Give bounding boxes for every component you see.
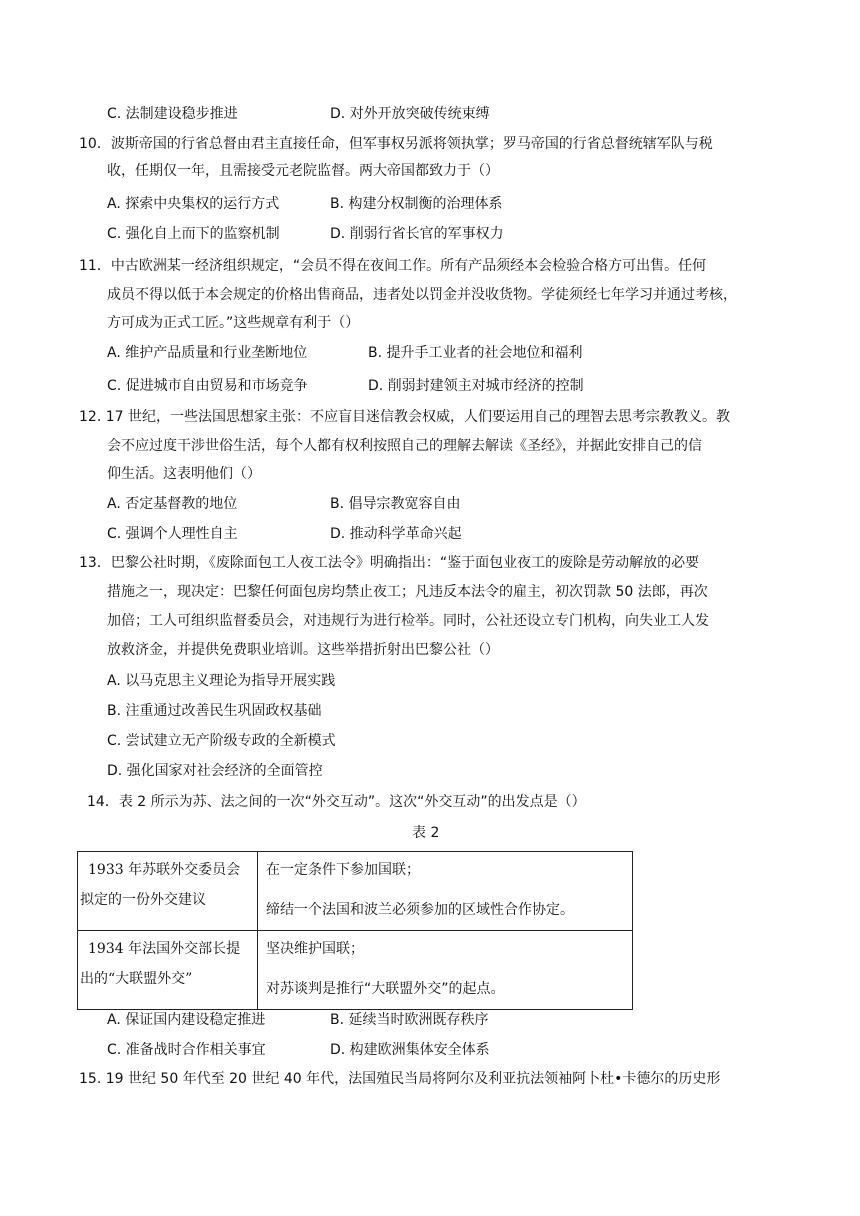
q11-stem-line1: 11．中古欧洲某一经济组织规定，“会员不得在夜间工作。所有产品须经本会检验合格方可出售。任何: [79, 258, 707, 274]
q11-option-b: B. 提升手工业者的社会地位和福利: [368, 345, 583, 361]
q9-option-d: D. 对外开放突破传统束缚: [330, 106, 490, 122]
table-row: [78, 852, 633, 931]
q13-option-a: A. 以马克思主义理论为指导开展实践: [107, 673, 336, 689]
q12-stem-line3: 仰生活。这表明他们（）: [107, 466, 261, 482]
q10-option-c: C. 强化自上而下的监察机制: [107, 226, 280, 242]
table-cell-line: 1934 年法国外交部长提: [88, 941, 241, 957]
table-cell-line: 对苏谈判是推行“大联盟外交”的起点。: [266, 981, 505, 997]
q12-option-a: A. 否定基督教的地位: [107, 496, 238, 512]
q13-option-c: C. 尝试建立无产阶级专政的全新模式: [107, 733, 336, 749]
table-caption: 表 2: [412, 825, 440, 841]
table-2: [77, 851, 633, 1010]
q12-option-d: D. 推动科学革命兴起: [330, 526, 462, 542]
q11-option-c: C. 促进城市自由贸易和市场竞争: [107, 378, 308, 394]
q14-option-b: B. 延续当时欧洲既存秩序: [330, 1012, 489, 1028]
q11-option-d: D. 削弱封建领主对城市经济的控制: [368, 378, 584, 394]
q14-option-c: C. 准备战时合作相关事宜: [107, 1042, 266, 1058]
q10-stem-line1: 10．波斯帝国的行省总督由君主直接任命，但军事权另派将领执掌；罗马帝国的行省总督统辖军队与税: [79, 136, 713, 152]
table-cell-right: [258, 852, 633, 931]
q10-stem-line2: 收，任期仅一年，且需接受元老院监督。两大帝国都致力于（）: [107, 163, 499, 179]
q12-stem-line1: 12. 17 世纪，一些法国思想家主张：不应盲目迷信教会权威，人们要运用自己的理智去思考宗教教义。教: [79, 409, 730, 425]
q13-stem-line2: 措施之一，现决定：巴黎任何面包房均禁止夜工；凡违反本法令的雇主，初次罚款 50 法郎，再次: [107, 584, 708, 600]
q10-option-b: B. 构建分权制衡的治理体系: [330, 196, 503, 212]
q12-option-c: C. 强调个人理性自主: [107, 526, 238, 542]
table-cell-left: [78, 931, 258, 1010]
q12-stem-line2: 会不应过度干涉世俗生活，每个人都有权利按照自己的理解去解读《圣经》，并据此安排自己的信: [107, 438, 702, 454]
table-cell-line: 坚决维护国联；: [266, 941, 364, 957]
table-cell-right: [258, 931, 633, 1010]
q9-option-c: C. 法制建设稳步推进: [107, 106, 238, 122]
table-cell-left: [78, 852, 258, 931]
q13-stem-line4: 放救济金，并提供免费职业培训。这些举措折射出巴黎公社（）: [107, 642, 499, 658]
q14-option-d: D. 构建欧洲集体安全体系: [330, 1042, 490, 1058]
table-cell-line: 1933 年苏联外交委员会: [88, 862, 241, 878]
q12-option-b: B. 倡导宗教宽容自由: [330, 496, 461, 512]
q13-option-b: B. 注重通过改善民生巩固政权基础: [107, 703, 322, 719]
q10-option-d: D. 削弱行省长官的军事权力: [330, 226, 504, 242]
q11-stem-line2: 成员不得以低于本会规定的价格出售商品，违者处以罚金并没收货物。学徒须经七年学习并通过考核，: [107, 287, 737, 303]
q13-stem-line3: 加倍；工人可组织监督委员会，对违规行为进行检举。同时，公社还设立专门机构，向失业工人发: [107, 613, 709, 629]
q15-stem-line1: 15. 19 世纪 50 年代至 20 世纪 40 年代，法国殖民当局将阿尔及利亚抗法领袖阿卜杜•卡德尔的历史形: [79, 1071, 721, 1087]
q11-option-a: A. 维护产品质量和行业垄断地位: [107, 345, 308, 361]
q13-stem-line1: 13．巴黎公社时期，《废除面包工人夜工法令》明确指出：“鉴于面包业夜工的废除是劳动解放的必要: [79, 555, 700, 571]
q11-stem-line3: 方可成为正式工匠。”这些规章有利于（）: [107, 315, 360, 331]
table-cell-line: 在一定条件下参加国联；: [266, 862, 420, 878]
table-row: [78, 931, 633, 1010]
table-cell-line: 拟定的一份外交建议: [80, 892, 206, 908]
q14-stem: 14．表 2 所示为苏、法之间的一次“外交互动”。这次“外交互动”的出发点是（）: [87, 794, 586, 810]
table-cell-line: 缔结一个法国和波兰必须参加的区域性合作协定。: [266, 902, 574, 918]
q10-option-a: A. 探索中央集权的运行方式: [107, 196, 280, 212]
q14-option-a: A. 保证国内建设稳定推进: [107, 1012, 266, 1028]
q13-option-d: D. 强化国家对社会经济的全面管控: [107, 763, 323, 779]
table-cell-line: 出的“大联盟外交”: [80, 971, 193, 987]
